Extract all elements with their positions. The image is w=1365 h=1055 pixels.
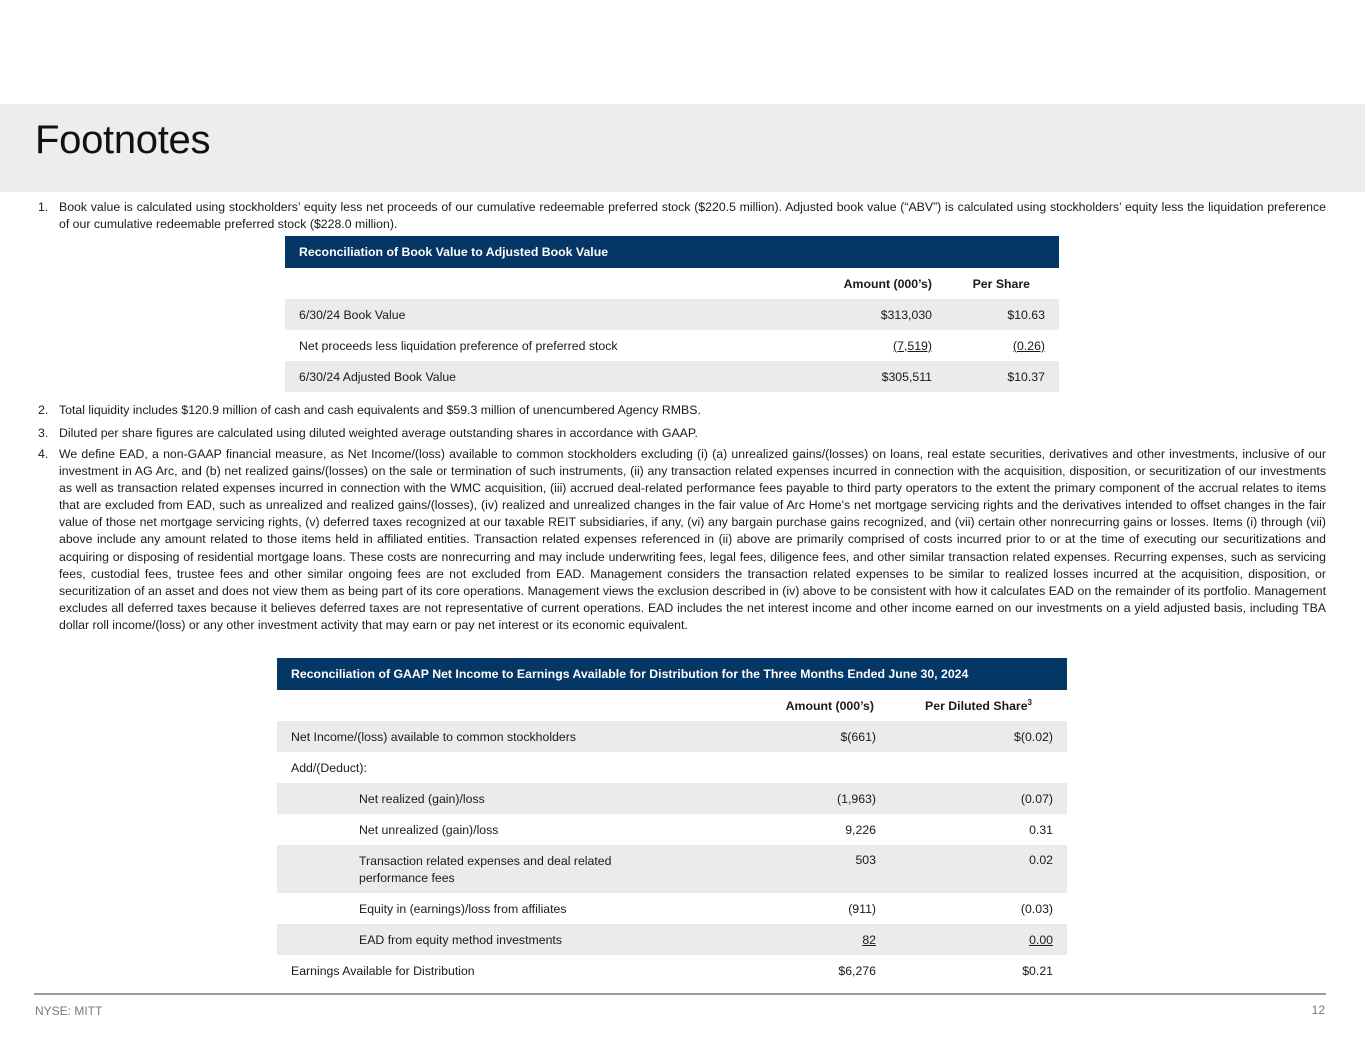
row-label: 6/30/24 Adjusted Book Value: [285, 361, 809, 392]
footer-ticker: NYSE: MITT: [35, 1004, 103, 1018]
row-amount: $313,030: [809, 299, 932, 330]
table-corner: [277, 690, 747, 721]
row-per-share: $0.21: [1022, 963, 1053, 978]
row-amount: (1,963): [747, 783, 876, 814]
row-amount: (911): [848, 901, 876, 916]
column-header-amount: Amount (000’s): [785, 698, 874, 713]
row-per-share: (0.03): [1020, 901, 1053, 916]
footnote-number: 3.: [38, 426, 49, 440]
row-label: Earnings Available for Distribution: [291, 963, 475, 978]
row-amount: $6,276: [838, 963, 876, 978]
footnote-ref: 3: [1027, 697, 1032, 707]
book-value-reconciliation-table: [285, 236, 1059, 392]
row-per-share: $(0.02): [876, 721, 1067, 752]
table-row: [277, 893, 1067, 924]
row-amount: 82: [862, 932, 876, 947]
footer-divider: [34, 993, 1326, 995]
row-amount: $305,511: [809, 361, 932, 392]
row-label: EAD from equity method investments: [277, 924, 747, 955]
row-per-share: $10.63: [932, 299, 1059, 330]
row-label: Add/(Deduct):: [291, 760, 367, 775]
row-label: Transaction related expenses and deal related performance fees: [277, 845, 747, 893]
table-title: Reconciliation of GAAP Net Income to Earnings Available for Distribution for the Three Months Ended June 30, 2024: [277, 658, 1067, 690]
row-amount: 503: [747, 845, 876, 893]
table-row: [285, 361, 1059, 392]
footnote-text: Diluted per share figures are calculated using diluted weighted average outstanding shares in accordance with GAAP.: [59, 426, 698, 440]
table-row: [277, 752, 1067, 783]
row-per-share: (0.26): [1012, 338, 1045, 353]
row-per-share: 0.00: [1029, 932, 1053, 947]
footnote-text: Book value is calculated using stockholders’ equity less net proceeds of our cumulative redeemable preferred stock ($220.5 million). Adjusted book value (“ABV”) is calculated using stockholders’ equity less the liquidation preference of our cumulative redeemable preferred stock ($228.0 million).: [59, 200, 1326, 232]
table-row: [277, 845, 1067, 893]
table-row: [285, 299, 1059, 330]
table-row: [285, 330, 1059, 361]
column-header-per-diluted-share: Per Diluted Share$^3$: [925, 697, 1032, 713]
page-title: Footnotes: [35, 118, 211, 162]
row-label: 6/30/24 Book Value: [285, 299, 809, 330]
footnote-text: Total liquidity includes $120.9 million of cash and cash equivalents and $59.3 million of unencumbered Agency RMBS.: [59, 403, 701, 417]
row-per-share: 0.31: [1029, 822, 1053, 837]
footnote-number: 2.: [38, 403, 49, 417]
footnote-number: 1.: [38, 200, 49, 214]
footnote-text: We define EAD, a non-GAAP financial measure, as Net Income/(loss) available to common stockholders excluding (i) (a) unrealized gains/(losses) on loans, real estate securities, derivatives and other investments, inclusive of our investment in AG Arc, and (b) net realized gains/(losses) on the sale or termination of such instruments, (ii) any transaction related expenses incurred in connection with the acquisition, disposition, or securitization of our investments as well as transaction related expenses incurred in connection with the WMC acquisition, (iii) accrued deal-related performance fees payable to third party operators to the extent the primary component of the accrual relates to items that are excluded from EAD, such as unrealized and realized gains/(losses), (iv) realized and unrealized changes in the fair value of Arc Home's net mortgage servicing rights and the derivatives intended to offset changes in the fair value of those net mortgage servicing rights, (v) deferred taxes recognized at our taxable REIT subsidiaries, if any, (vi) any bargain purchase gains recognized, and (vii) certain other nonrecurring gains or losses. Items (i) through (vii) above include any amount related to those items held in affiliated entities. Transaction related expenses referenced in (ii) above are primarily comprised of costs incurred prior to or at the time of executing our securitizations and acquiring or disposing of residential mortgage loans. These costs are nonrecurring and may include underwriting fees, legal fees, diligence fees, and other similar transaction related expenses. Recurring expenses, such as servicing fees, custodial fees, trustee fees and other similar ongoing fees are not excluded from EAD. Management considers the transaction related expenses to be similar to realized losses incurred at the acquisition, disposition, or securitization of an asset and does not view them as being part of its core operations. Management views the exclusion described in (iv) above to be consistent with how it calculates EAD on the remainder of its portfolio. Management excludes all deferred taxes because it believes deferred taxes are not representative of current operations. EAD includes the net interest income and other income earned on our investments on a yield adjusted basis, including TBA dollar roll income/(loss) or any other investment activity that may earn or pay net interest or its economic equivalent.: [59, 447, 1326, 632]
table-row: [277, 955, 1067, 986]
table-row: [277, 783, 1067, 814]
row-per-share: 0.02: [876, 845, 1067, 893]
row-label: Net unrealized (gain)/loss: [359, 822, 499, 837]
footnote-4: [38, 446, 1326, 634]
row-label: Net Income/(loss) available to common stockholders: [277, 721, 747, 752]
row-amount: 9,226: [845, 822, 876, 837]
page-number: 12: [1311, 1003, 1325, 1017]
footnote-number: 4.: [38, 447, 49, 461]
row-per-share: (0.07): [876, 783, 1067, 814]
footnote-3: [38, 425, 1326, 442]
column-header-per-share: Per Share: [972, 276, 1030, 291]
row-amount: [747, 752, 876, 783]
table-row: [277, 814, 1067, 845]
row-per-share: $10.37: [932, 361, 1059, 392]
table-corner: [285, 268, 809, 299]
row-amount: (7,519): [893, 338, 932, 353]
row-per-share: [876, 752, 1067, 783]
table-title: Reconciliation of Book Value to Adjusted Book Value: [285, 236, 1059, 268]
table-row: [277, 721, 1067, 752]
row-label: Net proceeds less liquidation preference of preferred stock: [299, 338, 618, 353]
footnote-2: [38, 402, 1326, 419]
column-header-amount: Amount (000’s): [843, 276, 932, 291]
row-label: Net realized (gain)/loss: [277, 783, 747, 814]
ead-reconciliation-table: [277, 658, 1067, 986]
row-label: Equity in (earnings)/loss from affiliates: [359, 901, 567, 916]
footnote-1: [38, 199, 1326, 233]
table-row: [277, 924, 1067, 955]
row-amount: $(661): [747, 721, 876, 752]
